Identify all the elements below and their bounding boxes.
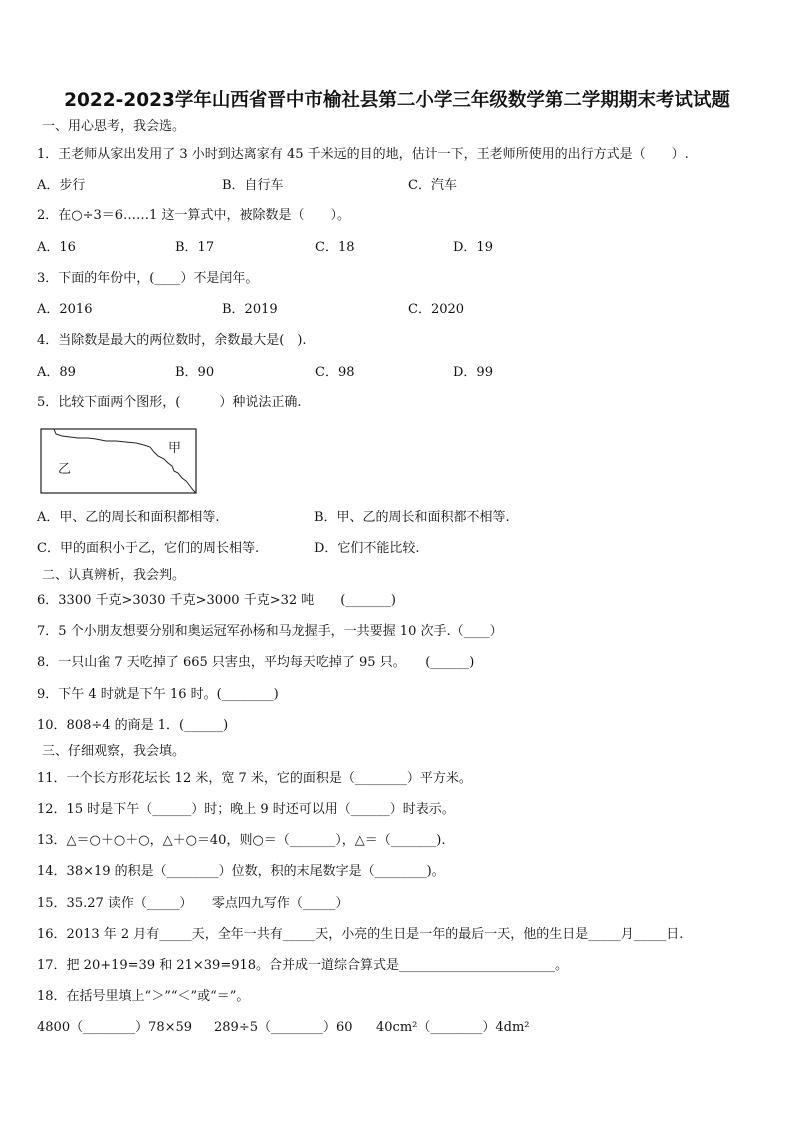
q5-option-c: C．甲的面积小于乙，它们的周长相等. (37, 541, 260, 556)
section-2-heading: 二、认真辨析，我会判。 (42, 568, 186, 583)
q3-option-a: A．2016 (37, 302, 93, 317)
question-16: 16．2013 年 2 月有_____天，全年一共有_____天，小亮的生日是一年的最后一天，他的生日是_____月_____日. (37, 927, 684, 942)
question-1: 1．王老师从家出发用了 3 小时到达离家有 45 千米远的目的地，估计一下，王老师所使用的出行方式是（ ）. (37, 147, 689, 162)
q1-option-a: A．步行 (37, 178, 86, 193)
q1-option-c: C．汽车 (408, 178, 457, 193)
q1-option-b: B．自行车 (222, 178, 284, 193)
question-13: 13．△＝○＋○＋○，△＋○＝40，则○＝（_______），△＝（_______). (37, 833, 446, 848)
q18-item-2: 289÷5（________）60 (214, 1020, 353, 1035)
label-yi: 乙 (58, 462, 72, 477)
q4-option-c: C．98 (315, 365, 355, 380)
q4-option-d: D．99 (453, 365, 493, 380)
question-11: 11．一个长方形花坛长 12 米，宽 7 米，它的面积是（________）平方米。 (37, 771, 472, 786)
page-title: 2022-2023学年山西省晋中市榆社县第二小学三年级数学第二学期期末考试试题 (64, 90, 730, 111)
q18-item-3: 40cm²（________）4dm² (376, 1020, 530, 1035)
section-1-heading: 一、用心思考，我会选。 (42, 119, 186, 134)
q4-option-a: A．89 (37, 365, 76, 380)
question-15: 15．35.27 读作（_____） 零点四九写作（_____） (37, 896, 349, 911)
q2-option-d: D．19 (453, 240, 493, 255)
question-4: 4．当除数是最大的两位数时，余数最大是( ). (37, 333, 307, 348)
q5-option-b: B．甲、乙的周长和面积都不相等. (314, 510, 510, 525)
question-14: 14．38×19 的积是（________）位数，积的末尾数字是（________)。 (37, 864, 445, 879)
q5-shape-figure (40, 428, 197, 494)
question-18: 18．在括号里填上“＞”“＜”或“＝”。 (37, 989, 250, 1004)
question-3: 3．下面的年份中，(____）不是闰年。 (37, 271, 259, 286)
section-3-heading: 三、仔细观察，我会填。 (42, 744, 186, 759)
question-9: 9．下午 4 时就是下午 16 时。(________) (37, 687, 279, 702)
q4-option-b: B．90 (175, 365, 215, 380)
q18-item-1: 4800（________）78×59 (37, 1020, 193, 1035)
question-2: 2．在○÷3＝6……1 这一算式中，被除数是（ ）。 (37, 208, 350, 223)
q2-option-a: A．16 (37, 240, 76, 255)
question-8: 8．一只山雀 7 天吃掉了 665 只害虫，平均每天吃掉了 95 只。 (______) (37, 655, 475, 670)
q3-option-b: B．2019 (222, 302, 278, 317)
q2-option-b: B．17 (175, 240, 215, 255)
q5-option-d: D．它们不能比较. (314, 541, 420, 556)
question-10: 10．808÷4 的商是 1．(______) (37, 718, 229, 733)
question-6: 6．3300 千克>3030 千克>3000 千克>32 吨 (_______) (37, 593, 396, 608)
figure-outline (41, 429, 196, 493)
question-12: 12．15 时是下午（______）时；晚上 9 时还可以用（______）时表示。 (37, 802, 455, 817)
question-17: 17．把 20+19=39 和 21×39=918。合并成一道综合算式是________________________。 (37, 958, 569, 973)
question-5: 5．比较下面两个图形，( ）种说法正确. (37, 395, 302, 410)
q2-option-c: C．18 (315, 240, 355, 255)
question-7: 7．5 个小朋友想要分别和奥运冠军孙杨和马龙握手，一共要握 10 次手.（____） (37, 624, 503, 639)
q3-option-c: C．2020 (408, 302, 465, 317)
q5-option-a: A．甲、乙的周长和面积都相等. (37, 510, 220, 525)
label-jia: 甲 (168, 441, 182, 456)
